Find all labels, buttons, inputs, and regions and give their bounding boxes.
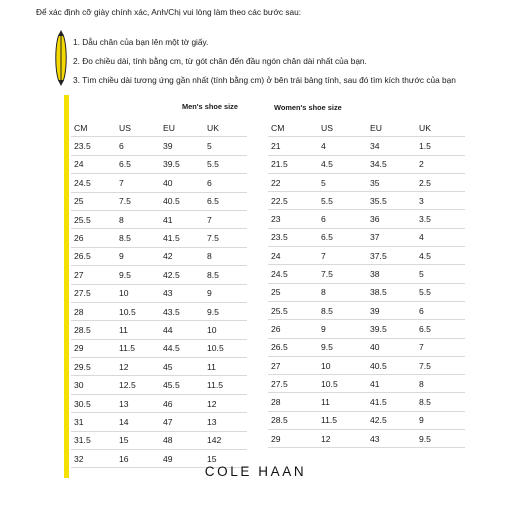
- step-2: 2. Đo chiều dài, tính bằng cm, từ gót chân đến đầu ngón chân dài nhất của bạn.: [73, 56, 367, 66]
- men-cell-cm: 27.5: [71, 284, 116, 302]
- table-row: [268, 338, 465, 356]
- women-cell-uk: 7.5: [416, 356, 465, 374]
- men-cell-eu: 47: [160, 413, 204, 431]
- men-cell-us: 8.5: [116, 229, 160, 247]
- men-cell-cm: 25.5: [71, 210, 116, 228]
- women-cell-cm: 26: [268, 320, 318, 338]
- table-row: [268, 320, 465, 338]
- men-cell-uk: 8: [204, 247, 247, 265]
- women-cell-uk: 2: [416, 155, 465, 173]
- men-cell-us: 7: [116, 174, 160, 192]
- women-cell-eu: 35.5: [367, 192, 416, 210]
- women-cell-cm: 27: [268, 356, 318, 374]
- women-cell-cm: 23: [268, 210, 318, 228]
- women-cell-us: 9.5: [318, 338, 367, 356]
- men-cell-cm: 29.5: [71, 358, 116, 376]
- women-cell-cm: 21: [268, 137, 318, 155]
- men-cell-cm: 32: [71, 450, 116, 468]
- women-cell-eu: 41.5: [367, 393, 416, 411]
- women-cell-uk: 4: [416, 228, 465, 246]
- men-header-us: US: [116, 119, 160, 137]
- table-row: [71, 174, 247, 192]
- women-cell-cm: 29: [268, 430, 318, 448]
- men-cell-uk: 15: [204, 450, 247, 468]
- women-cell-uk: 7: [416, 338, 465, 356]
- women-cell-eu: 37.5: [367, 247, 416, 265]
- men-cell-uk: 9: [204, 284, 247, 302]
- women-cell-us: 5.5: [318, 192, 367, 210]
- women-cell-cm: 25.5: [268, 301, 318, 319]
- women-cell-cm: 21.5: [268, 155, 318, 173]
- table-row: [268, 283, 465, 301]
- women-cell-eu: 40: [367, 338, 416, 356]
- men-cell-cm: 24: [71, 155, 116, 173]
- men-cell-eu: 42: [160, 247, 204, 265]
- men-cell-us: 8: [116, 210, 160, 228]
- table-row: [268, 430, 465, 448]
- table-row: [71, 266, 247, 284]
- men-cell-us: 10: [116, 284, 160, 302]
- table-row: [268, 356, 465, 374]
- men-cell-cm: 24.5: [71, 174, 116, 192]
- table-row: [268, 393, 465, 411]
- men-cell-cm: 28.5: [71, 321, 116, 339]
- women-cell-us: 11: [318, 393, 367, 411]
- women-header-us: US: [318, 119, 367, 137]
- women-cell-us: 12: [318, 430, 367, 448]
- table-row: [268, 375, 465, 393]
- women-cell-uk: 8: [416, 375, 465, 393]
- men-cell-uk: 9.5: [204, 302, 247, 320]
- men-cell-cm: 31.5: [71, 431, 116, 449]
- table-row: [268, 247, 465, 265]
- men-cell-uk: 11.5: [204, 376, 247, 394]
- table-row: [71, 229, 247, 247]
- table-row: [268, 137, 465, 155]
- men-cell-us: 9: [116, 247, 160, 265]
- men-cell-eu: 43: [160, 284, 204, 302]
- women-cell-uk: 3.5: [416, 210, 465, 228]
- table-row: [268, 173, 465, 191]
- men-header-cm: CM: [71, 119, 116, 137]
- table-row: [71, 192, 247, 210]
- table-row: [268, 301, 465, 319]
- table-row: [71, 394, 247, 412]
- foot-measure-icon: [54, 28, 68, 88]
- women-cell-us: 9: [318, 320, 367, 338]
- men-cell-us: 7.5: [116, 192, 160, 210]
- women-cell-cm: 26.5: [268, 338, 318, 356]
- men-cell-us: 6.5: [116, 155, 160, 173]
- men-cell-cm: 28: [71, 302, 116, 320]
- women-cell-us: 6.5: [318, 228, 367, 246]
- women-cell-cm: 27.5: [268, 375, 318, 393]
- women-header-row: [268, 119, 465, 137]
- table-row: [71, 210, 247, 228]
- men-cell-us: 15: [116, 431, 160, 449]
- women-cell-uk: 2.5: [416, 173, 465, 191]
- men-cell-uk: 13: [204, 413, 247, 431]
- table-row: [71, 358, 247, 376]
- women-cell-cm: 24.5: [268, 265, 318, 283]
- women-cell-uk: 6: [416, 301, 465, 319]
- women-header-cm: CM: [268, 119, 318, 137]
- women-cell-us: 4.5: [318, 155, 367, 173]
- women-cell-us: 4: [318, 137, 367, 155]
- men-cell-eu: 46: [160, 394, 204, 412]
- steps-list: [73, 33, 456, 90]
- women-header-uk: UK: [416, 119, 465, 137]
- women-cell-uk: 3: [416, 192, 465, 210]
- men-cell-us: 14: [116, 413, 160, 431]
- women-cell-uk: 5: [416, 265, 465, 283]
- table-row: [71, 137, 247, 155]
- intro-text: Để xác định cỡ giày chính xác, Anh/Chị vui lòng làm theo các bước sau:: [36, 7, 302, 17]
- table-row: [71, 321, 247, 339]
- women-cell-us: 8.5: [318, 301, 367, 319]
- women-cell-eu: 38.5: [367, 283, 416, 301]
- table-row: [268, 265, 465, 283]
- men-cell-us: 12.5: [116, 376, 160, 394]
- men-cell-eu: 40.5: [160, 192, 204, 210]
- men-header-eu: EU: [160, 119, 204, 137]
- women-cell-uk: 9.5: [416, 430, 465, 448]
- women-table-title: Women's shoe size: [274, 103, 342, 112]
- men-cell-uk: 10: [204, 321, 247, 339]
- men-cell-eu: 41.5: [160, 229, 204, 247]
- men-cell-eu: 41: [160, 210, 204, 228]
- table-row: [71, 302, 247, 320]
- men-header-uk: UK: [204, 119, 247, 137]
- women-cell-us: 5: [318, 173, 367, 191]
- men-cell-eu: 48: [160, 431, 204, 449]
- women-cell-uk: 9: [416, 411, 465, 429]
- men-cell-us: 13: [116, 394, 160, 412]
- women-cell-uk: 8.5: [416, 393, 465, 411]
- women-cell-eu: 39: [367, 301, 416, 319]
- men-cell-uk: 7: [204, 210, 247, 228]
- women-cell-cm: 25: [268, 283, 318, 301]
- men-cell-eu: 44.5: [160, 339, 204, 357]
- table-row: [71, 284, 247, 302]
- women-cell-eu: 40.5: [367, 356, 416, 374]
- men-cell-eu: 43.5: [160, 302, 204, 320]
- men-cell-eu: 49: [160, 450, 204, 468]
- women-cell-uk: 1.5: [416, 137, 465, 155]
- women-cell-cm: 28: [268, 393, 318, 411]
- women-cell-us: 10.5: [318, 375, 367, 393]
- women-cell-cm: 22: [268, 173, 318, 191]
- men-table-title: Men's shoe size: [182, 102, 238, 111]
- men-size-table: [71, 119, 247, 468]
- men-cell-cm: 31: [71, 413, 116, 431]
- women-cell-uk: 6.5: [416, 320, 465, 338]
- women-cell-eu: 43: [367, 430, 416, 448]
- men-cell-uk: 6.5: [204, 192, 247, 210]
- men-cell-uk: 11: [204, 358, 247, 376]
- men-cell-us: 11: [116, 321, 160, 339]
- men-cell-cm: 27: [71, 266, 116, 284]
- women-cell-eu: 34.5: [367, 155, 416, 173]
- women-cell-eu: 35: [367, 173, 416, 191]
- men-cell-uk: 5: [204, 137, 247, 155]
- men-cell-cm: 26.5: [71, 247, 116, 265]
- men-cell-us: 10.5: [116, 302, 160, 320]
- men-cell-eu: 42.5: [160, 266, 204, 284]
- men-cell-uk: 5.5: [204, 155, 247, 173]
- table-row: [71, 339, 247, 357]
- women-header-eu: EU: [367, 119, 416, 137]
- women-cell-eu: 36: [367, 210, 416, 228]
- women-cell-cm: 24: [268, 247, 318, 265]
- women-cell-uk: 4.5: [416, 247, 465, 265]
- women-cell-us: 6: [318, 210, 367, 228]
- women-cell-eu: 41: [367, 375, 416, 393]
- women-cell-cm: 28.5: [268, 411, 318, 429]
- men-cell-us: 9.5: [116, 266, 160, 284]
- men-cell-eu: 45: [160, 358, 204, 376]
- men-cell-us: 12: [116, 358, 160, 376]
- women-cell-us: 11.5: [318, 411, 367, 429]
- table-row: [71, 376, 247, 394]
- table-row: [268, 228, 465, 246]
- women-cell-us: 7.5: [318, 265, 367, 283]
- women-cell-cm: 23.5: [268, 228, 318, 246]
- women-cell-us: 8: [318, 283, 367, 301]
- men-cell-uk: 6: [204, 174, 247, 192]
- step-3: 3. Tìm chiều dài tương ứng gần nhất (tính bằng cm) ở bên trái bảng tính, sau đó tìm kích thước của bạn: [73, 75, 456, 85]
- women-cell-us: 10: [318, 356, 367, 374]
- table-row: [71, 413, 247, 431]
- men-cell-us: 16: [116, 450, 160, 468]
- table-row: [71, 431, 247, 449]
- men-cell-uk: 142: [204, 431, 247, 449]
- women-cell-eu: 37: [367, 228, 416, 246]
- men-cell-uk: 7.5: [204, 229, 247, 247]
- men-cell-cm: 23.5: [71, 137, 116, 155]
- brand-logo: COLE HAAN: [204, 464, 307, 479]
- men-cell-eu: 39.5: [160, 155, 204, 173]
- men-cell-cm: 30.5: [71, 394, 116, 412]
- men-cell-uk: 12: [204, 394, 247, 412]
- step-1: 1. Dẫu chân của bạn lên một tờ giấy.: [73, 37, 209, 47]
- men-cell-cm: 30: [71, 376, 116, 394]
- men-cell-eu: 40: [160, 174, 204, 192]
- men-cell-us: 6: [116, 137, 160, 155]
- men-cell-eu: 44: [160, 321, 204, 339]
- table-row: [268, 411, 465, 429]
- men-cell-cm: 25: [71, 192, 116, 210]
- yellow-accent-bar: [64, 95, 69, 478]
- men-cell-cm: 26: [71, 229, 116, 247]
- table-row: [268, 155, 465, 173]
- women-cell-cm: 22.5: [268, 192, 318, 210]
- men-cell-eu: 45.5: [160, 376, 204, 394]
- women-size-table: [268, 119, 465, 448]
- men-cell-uk: 8.5: [204, 266, 247, 284]
- men-cell-eu: 39: [160, 137, 204, 155]
- men-header-row: [71, 119, 247, 137]
- women-cell-uk: 5.5: [416, 283, 465, 301]
- women-cell-eu: 38: [367, 265, 416, 283]
- men-cell-uk: 10.5: [204, 339, 247, 357]
- men-cell-cm: 29: [71, 339, 116, 357]
- women-cell-eu: 39.5: [367, 320, 416, 338]
- women-cell-eu: 34: [367, 137, 416, 155]
- table-row: [71, 155, 247, 173]
- table-row: [268, 192, 465, 210]
- women-cell-eu: 42.5: [367, 411, 416, 429]
- table-row: [268, 210, 465, 228]
- men-cell-us: 11.5: [116, 339, 160, 357]
- table-row: [71, 247, 247, 265]
- women-cell-us: 7: [318, 247, 367, 265]
